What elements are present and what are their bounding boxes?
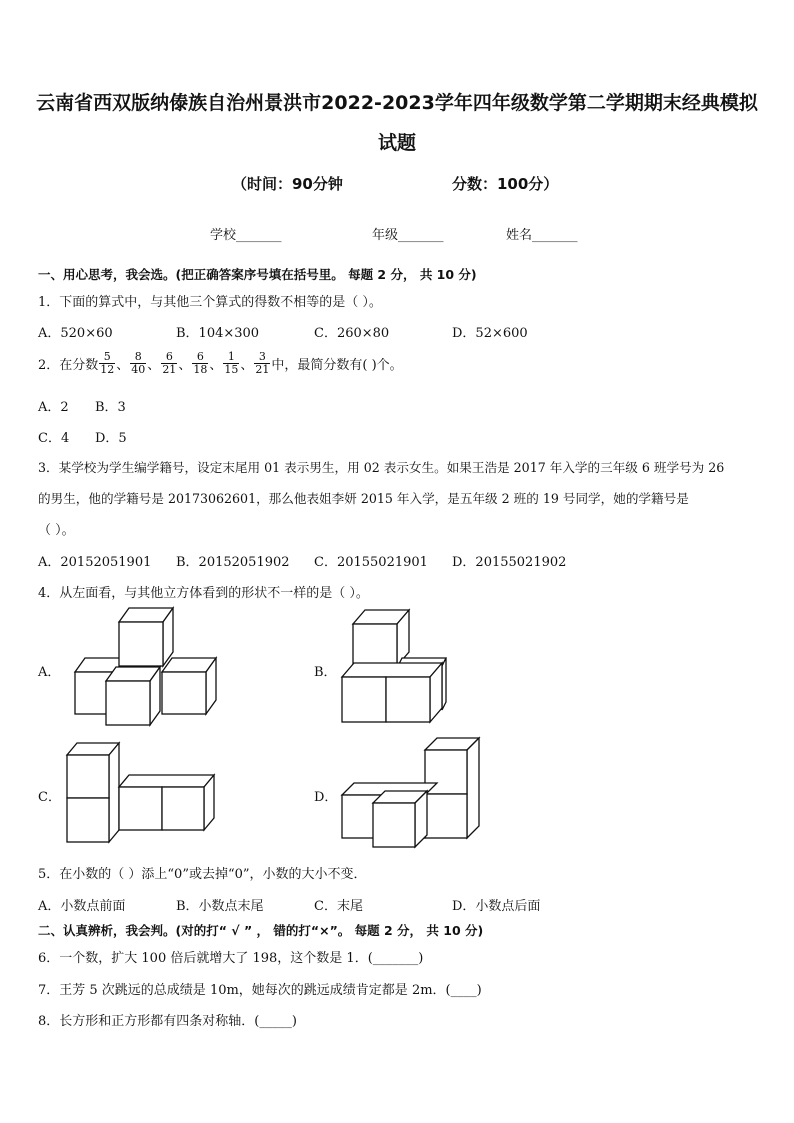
- q2-separator: 、: [240, 358, 254, 373]
- q2-fraction-5: $\frac{1}{15}$: [224, 350, 239, 376]
- q5-option-b: B．小数点末尾: [176, 899, 264, 914]
- q2-option-a: A．2: [38, 400, 69, 415]
- q1-option-d: D．52×600: [452, 326, 528, 341]
- exam-title-line2: 试题: [377, 132, 416, 154]
- q3-option-d: D．20155021902: [452, 555, 567, 570]
- q3-line2: 的男生，他的学籍号是 20173062601，那么他表姐李妍 2015 年入学，是五年级 2 班的 19 号同学，她的学籍号是: [38, 491, 689, 506]
- section1-heading: 一、用心思考，我会选。(把正确答案序号填在括号里。 每题 2 分， 共 10 分): [38, 267, 477, 282]
- q8-stem: 8．长方形和正方形都有四条对称轴．(_____): [38, 1014, 297, 1029]
- q4-label-a: A．: [38, 665, 61, 680]
- q2-prefix: 2．在分数: [38, 358, 99, 373]
- q3-option-c: C．20155021901: [314, 555, 428, 570]
- q1-option-c: C．260×80: [314, 326, 390, 341]
- q2-option-d: D．5: [95, 431, 127, 446]
- q4-label-b: B．: [314, 665, 337, 680]
- grade-field: 年级_______: [372, 228, 444, 243]
- q5-option-d: D．小数点后面: [452, 899, 541, 914]
- q2-option-b: B．3: [95, 400, 126, 415]
- q4-figure-a: [60, 605, 230, 730]
- q2-fraction-4: $\frac{6}{18}$: [193, 350, 208, 376]
- q5-stem: 5．在小数的（ ）添上“0”或去掉“0”，小数的大小不变．: [38, 867, 367, 882]
- q4-figure-c: [60, 740, 220, 845]
- q2-stem: [38, 351, 403, 376]
- q2-separator: 、: [147, 358, 161, 373]
- exam-time: （时间：90分钟: [232, 175, 343, 193]
- q4-figure-b: [335, 605, 455, 725]
- q1-stem: 1．下面的算式中，与其他三个算式的得数不相等的是（ ）。: [38, 295, 382, 310]
- q4-label-d: D．: [314, 790, 338, 805]
- q2-separator: 、: [178, 358, 192, 373]
- exam-score: 分数：100分）: [452, 175, 559, 193]
- q3-line1: 3．某学校为学生编学籍号，设定末尾用 01 表示男生，用 02 表示女生。如果王浩是 2017 年入学的三年级 6 班学号为 26: [38, 460, 725, 475]
- q2-fraction-1: $\frac{5}{12}$: [100, 350, 115, 376]
- q2-suffix: 中，最简分数有( )个。: [271, 358, 403, 373]
- q4-figure-d: [335, 735, 485, 850]
- exam-title-line1: 云南省西双版纳傣族自治州景洪市2022-2023学年四年级数学第二学期期末经典模拟: [36, 92, 758, 114]
- q6-stem: 6．一个数，扩大 100 倍后就增大了 198，这个数是 1．(_______): [38, 951, 424, 966]
- q2-fraction-6: $\frac{3}{21}$: [255, 350, 270, 376]
- q5-option-c: C．末尾: [314, 899, 363, 914]
- q3-option-a: A．20152051901: [38, 555, 152, 570]
- q2-separator: 、: [116, 358, 130, 373]
- q2-option-c: C．4: [38, 431, 70, 446]
- q4-stem: 4．从左面看，与其他立方体看到的形状不一样的是（ ）。: [38, 586, 369, 601]
- q3-line3: （ ）。: [38, 523, 75, 538]
- q2-separator: 、: [209, 358, 223, 373]
- q7-stem: 7．王芳 5 次跳远的总成绩是 10m，她每次的跳远成绩肯定都是 2m．(____): [38, 983, 482, 998]
- section2-heading: 二、认真辨析，我会判。(对的打“ √ ” ， 错的打“×”。 每题 2 分， 共 10 分): [38, 923, 484, 938]
- name-field: 姓名_______: [506, 228, 578, 243]
- q5-option-a: A．小数点前面: [38, 899, 126, 914]
- q1-option-a: A．520×60: [38, 326, 113, 341]
- q3-option-b: B．20152051902: [176, 555, 290, 570]
- q2-fraction-3: $\frac{6}{21}$: [162, 350, 177, 376]
- school-field: 学校_______: [210, 228, 282, 243]
- q2-fraction-2: $\frac{8}{40}$: [131, 350, 146, 376]
- q4-label-c: C．: [38, 790, 61, 805]
- q1-option-b: B．104×300: [176, 326, 260, 341]
